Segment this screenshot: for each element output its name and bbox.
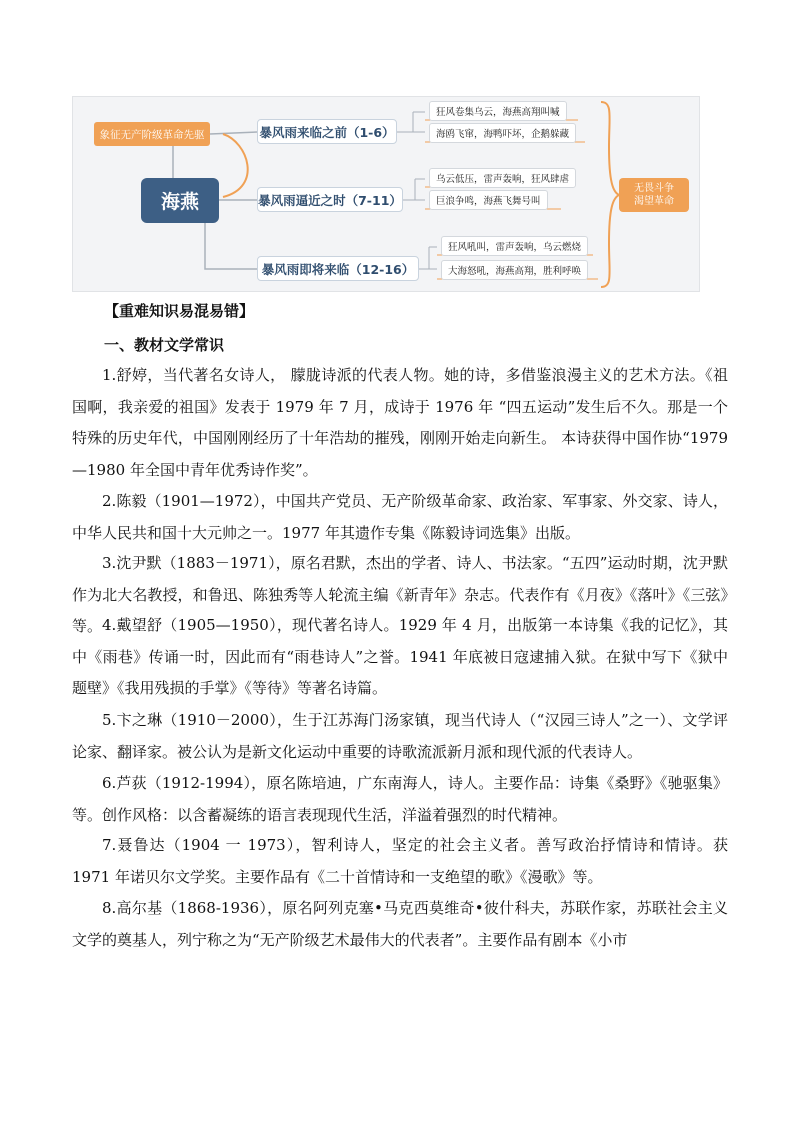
paragraph-gorky: 8.高尔基（1868-1936），原名阿列克塞•马克西莫维奇•彼什科夫，苏联作家，苏联社会主义文学的奠基人，列宁称之为“无产阶级艺术最伟大的代表者”。主要作品有剧本《小市 (72, 899, 728, 949)
branch-node-2: 暴风雨逼近之时（7-11） (257, 187, 403, 212)
detail-node: 狂风吼叫，雷声轰响，乌云燃烧 (441, 236, 588, 256)
connector-branch-1 (210, 132, 257, 134)
paragraph-ludi: 6.芦荻（1912-1994），原名陈培迪，广东南海人，诗人。主要作品：诗集《桑野》《驰驱集》等。创作风格：以含蓄凝练的语言表现现代生活，洋溢着强烈的时代精神。 (72, 774, 728, 824)
connector-arc (223, 134, 248, 197)
connector-branch-3 (205, 223, 257, 269)
summary-line-2: 渴望革命 (634, 196, 674, 207)
center-node: 海燕 (141, 178, 219, 223)
detail-node: 狂风卷集乌云，海燕高翔叫喊 (429, 101, 567, 121)
detail-link-3 (419, 247, 437, 269)
detail-node: 巨浪争鸣，海燕飞舞号叫 (429, 190, 548, 210)
paragraph-chenyi: 2.陈毅（1901—1972），中国共产党员、无产阶级革命家、政治家、军事家、外交家、诗人，中华人民共和国十大元帅之一。1977 年其遗作专集《陈毅诗词选集》出版。 (72, 492, 728, 542)
section-title: 【重难知识易混易错】 (104, 302, 255, 320)
detail-link-2 (403, 179, 425, 200)
detail-node: 海鸥飞窜，海鸭吓坏，企鹅躲藏 (429, 123, 576, 143)
paragraph-daiwangshu: 4.戴望舒（1905—1950），现代著名诗人。1929 年 4 月，出版第一本诗集《我的记忆》，其中《雨巷》传诵一时，因此而有“雨巷诗人”之誉。1941 年底被日寇逮捕入狱。在狱中写下《狱中题壁》《我用残损的手掌》《等待》等著名诗篇。 (72, 616, 728, 697)
summary-brace (601, 102, 619, 287)
branch-node-3: 暴风雨即将来临（12-16） (257, 256, 419, 281)
subsection-title: 一、教材文学常识 (104, 336, 225, 354)
summary-node (619, 178, 689, 212)
detail-node: 乌云低压，雷声轰响，狂风肆虐 (429, 168, 576, 188)
paragraph-bianzhilin: 5.卞之琳（1910－2000），生于江苏海门汤家镇，现当代诗人（“汉园三诗人”之一）、文学评论家、翻译家。被公认为是新文化运动中重要的诗歌流派新月派和现代派的代表诗人。 (72, 711, 728, 761)
paragraph-shenyinmo: 3.沈尹默（1883－1971），原名君默，杰出的学者、诗人、书法家。“五四”运动时期，沈尹默作为北大名教授，和鲁迅、陈独秀等人轮流主编《新青年》杂志。代表作有《月夜》《落叶》《三弦》等。 (72, 554, 728, 635)
summary-line-1: 无畏斗争 (634, 183, 674, 194)
mindmap (72, 96, 700, 292)
paragraph-neruda: 7.聂鲁达（1904 一 1973），智利诗人，坚定的社会主义者。善写政治抒情诗和情诗。获 1971 年诺贝尔文学奖。主要作品有《二十首情诗和一支绝望的歌》《漫歌》等。 (72, 836, 728, 886)
branch-node-1: 暴风雨来临之前（1-6） (257, 119, 397, 144)
detail-node: 大海怒吼，海燕高翔，胜利呼唤 (441, 260, 588, 280)
symbol-node: 象征无产阶级革命先驱 (94, 122, 210, 146)
paragraph-shuting: 1.舒婷，当代著名女诗人， 朦胧诗派的代表人物。她的诗，多借鉴浪漫主义的艺术方法。《祖国啊，我亲爱的祖国》发表于 1979 年 7 月，成诗于 1976 年 “四五运动”发生后不久。那是一个特殊的历史年代，中国刚刚经历了十年浩劫的摧残，刚刚开始走向新生。 本诗获得中国作协“1979—1980 年全国中青年优秀诗作奖”。 (72, 366, 728, 479)
detail-link-1 (397, 112, 425, 132)
